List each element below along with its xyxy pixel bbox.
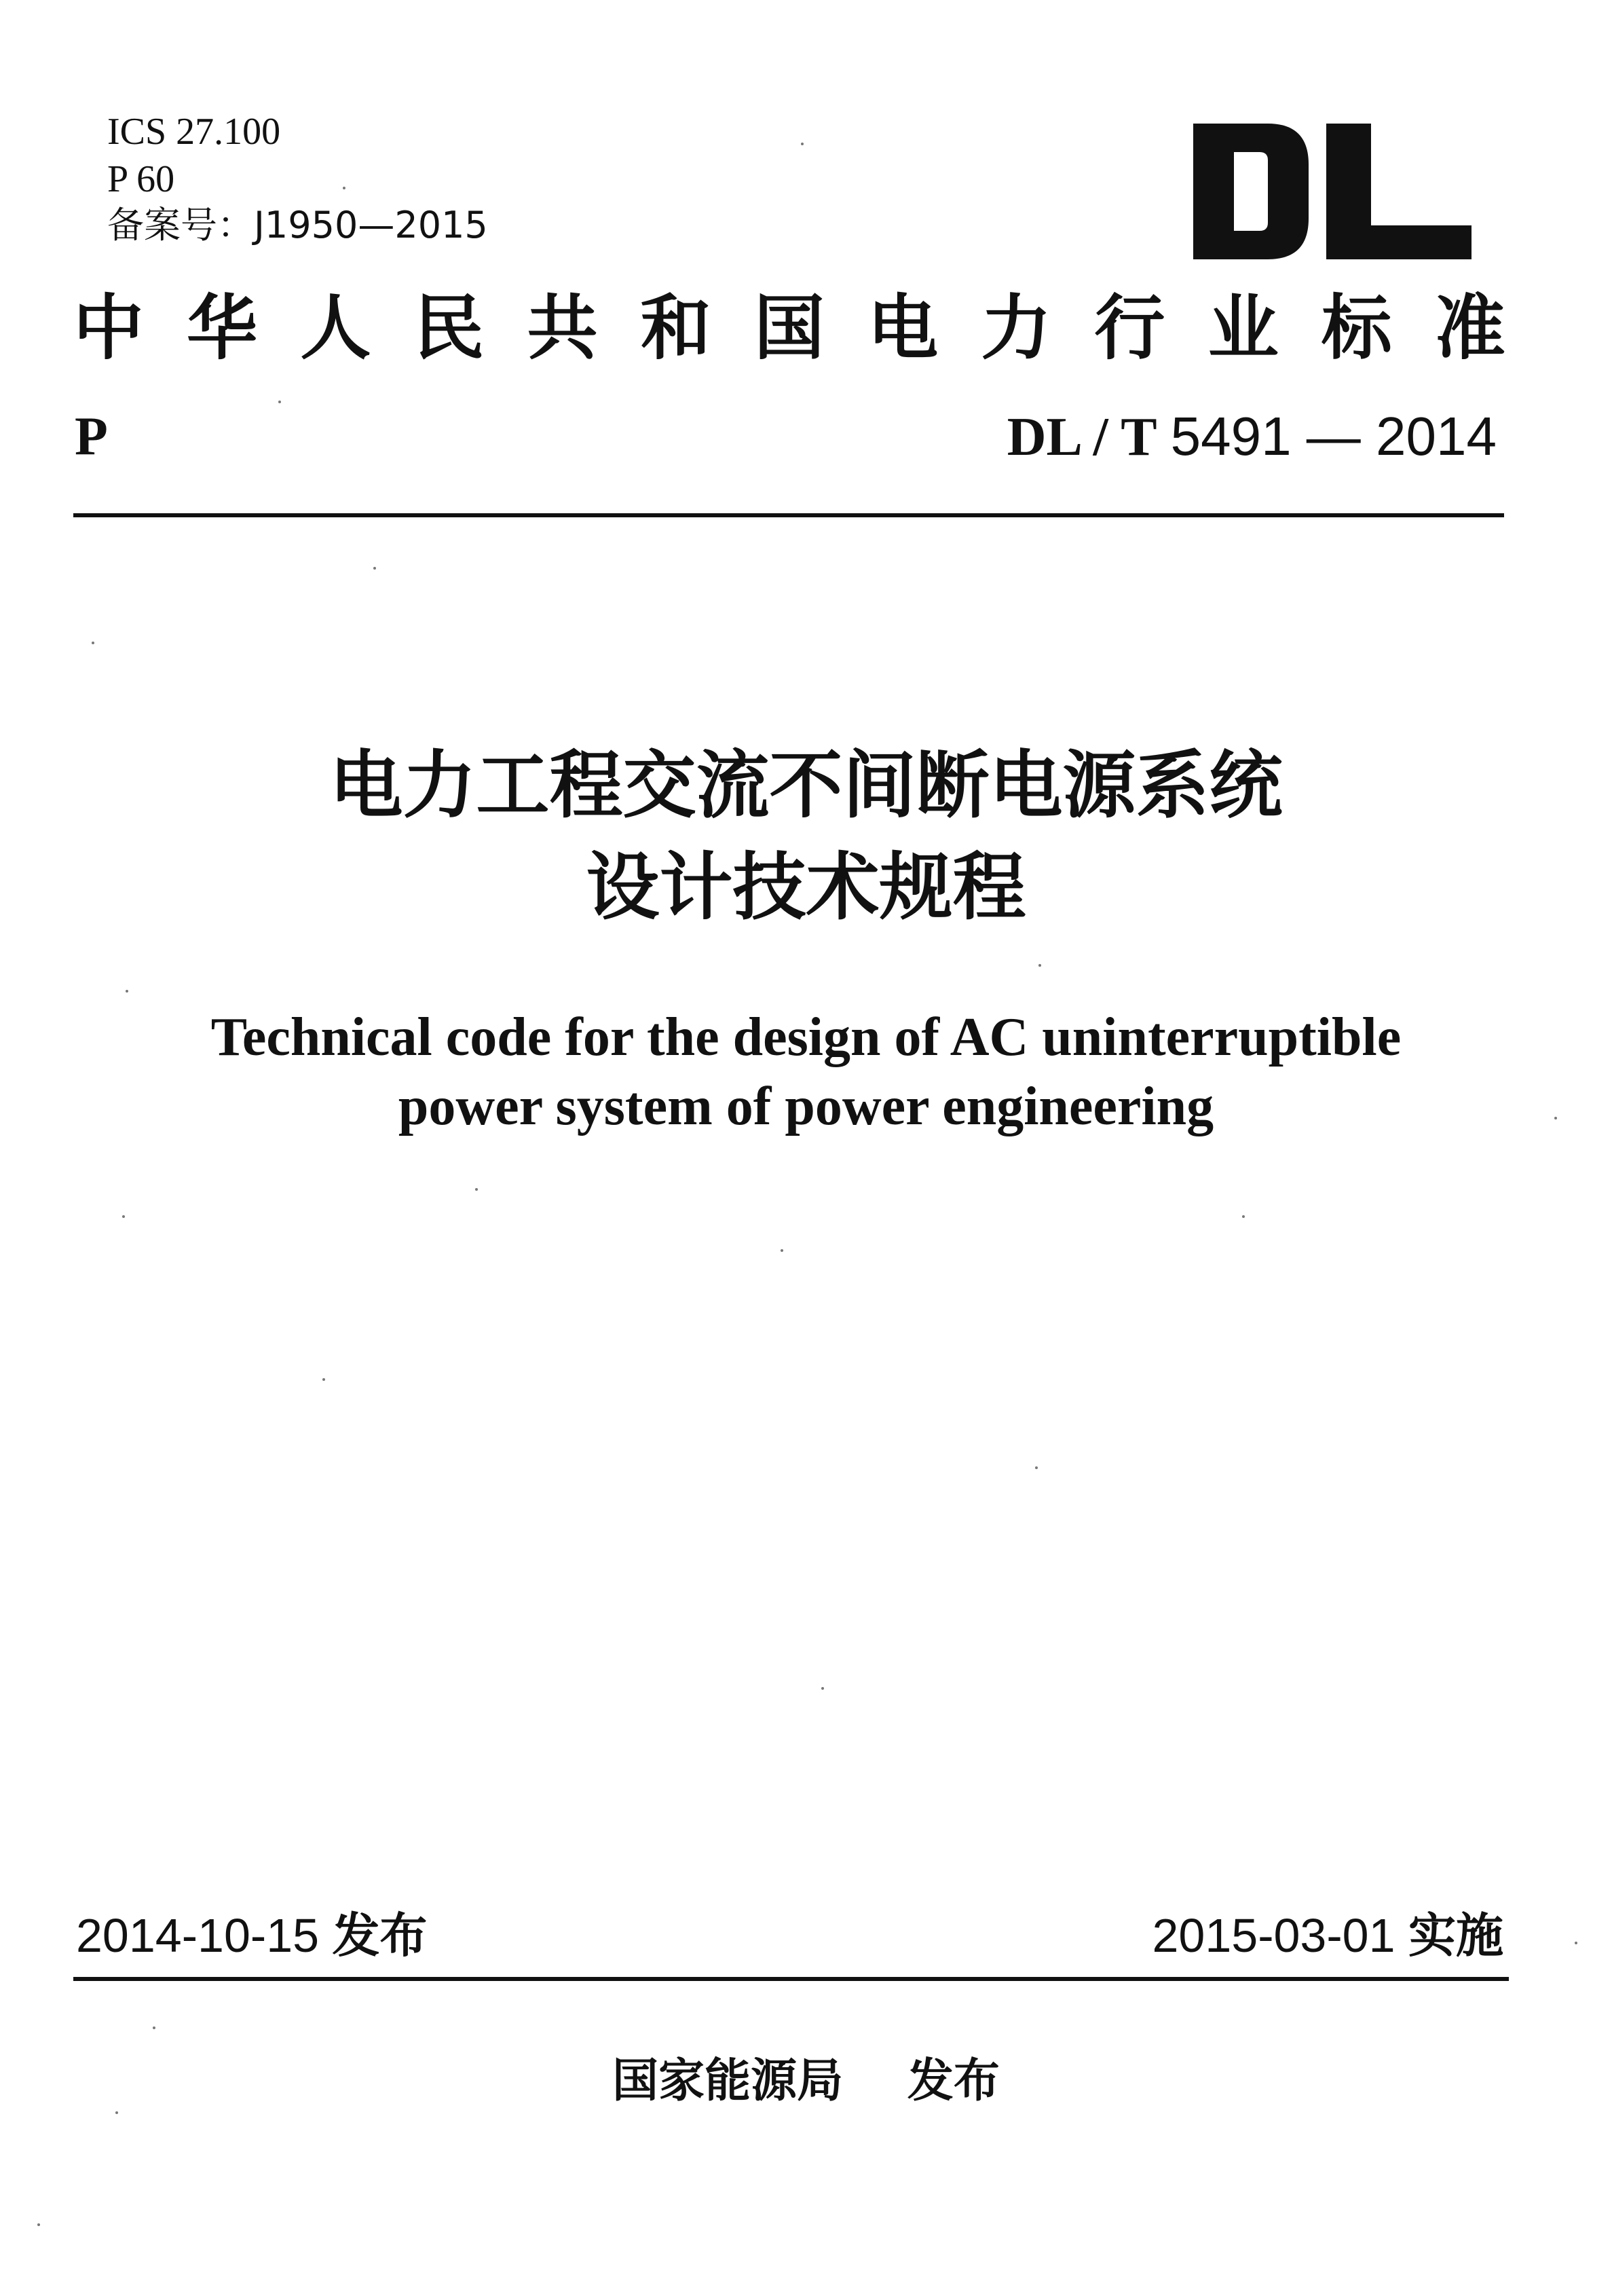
classification-code: P 60	[107, 158, 175, 200]
chinese-title-line-1: 电力工程交流不间断电源系统	[329, 743, 1283, 828]
scan-speck	[343, 187, 345, 189]
ics-code: ICS 27.100	[107, 111, 281, 153]
bottom-divider	[73, 1977, 1509, 1981]
scan-speck	[126, 990, 128, 993]
title-char: 中	[73, 286, 145, 369]
scan-speck	[1575, 1942, 1577, 1944]
implementation-label: 实施	[1408, 1908, 1503, 1963]
english-title-line-2: power system of power engineering	[398, 1077, 1214, 1136]
scan-speck	[781, 1249, 783, 1252]
scan-speck	[153, 2026, 155, 2029]
scan-speck	[122, 1215, 125, 1218]
implementation-date-block	[1152, 1905, 1503, 1966]
title-char: 准	[1434, 286, 1505, 369]
scan-speck	[801, 143, 804, 145]
publisher-name: 国家能源局	[612, 2054, 844, 2108]
title-char: 业	[1207, 286, 1279, 369]
scan-speck	[373, 567, 376, 570]
scan-speck	[821, 1687, 824, 1690]
title-char: 民	[413, 286, 485, 369]
scan-speck	[278, 401, 281, 403]
title-char: 标	[1321, 286, 1392, 369]
chinese-title-line-2: 设计技术规程	[586, 845, 1026, 930]
scan-speck	[92, 642, 94, 644]
title-char: 国	[753, 286, 825, 369]
scan-speck	[1038, 964, 1041, 967]
title-char: 电	[867, 286, 939, 369]
national-standard-title	[73, 284, 1505, 372]
scan-speck	[475, 1188, 478, 1191]
scan-speck	[1554, 1117, 1557, 1119]
standard-number-value: 5491 — 2014	[1170, 406, 1497, 466]
top-divider	[73, 513, 1504, 517]
standard-number	[1007, 406, 1497, 468]
title-char: 华	[187, 286, 258, 369]
issue-date-block	[76, 1905, 428, 1966]
scan-speck	[37, 2223, 40, 2226]
title-char: 和	[640, 286, 711, 369]
implementation-date: 2015-03-01	[1152, 1909, 1395, 1962]
scan-speck	[1035, 1466, 1038, 1469]
standard-number-prefix: DL / T	[1007, 407, 1157, 467]
record-number: 备案号：J1950—2015	[107, 204, 488, 246]
title-char: 人	[300, 286, 371, 369]
dl-logo	[1193, 124, 1472, 259]
class-code: P	[75, 407, 108, 466]
scan-speck	[115, 2111, 118, 2114]
title-char: 力	[981, 286, 1052, 369]
issue-date: 2014-10-15	[76, 1909, 320, 1962]
publisher-action: 发布	[907, 2054, 1000, 2108]
english-title-line-1: Technical code for the design of AC uninterruptible	[210, 1007, 1402, 1067]
publisher	[0, 2050, 1612, 2111]
scan-speck	[322, 1378, 325, 1381]
issue-label: 发布	[332, 1908, 428, 1963]
scan-speck	[1242, 1215, 1245, 1218]
title-char: 共	[527, 286, 598, 369]
title-char: 行	[1094, 286, 1165, 369]
